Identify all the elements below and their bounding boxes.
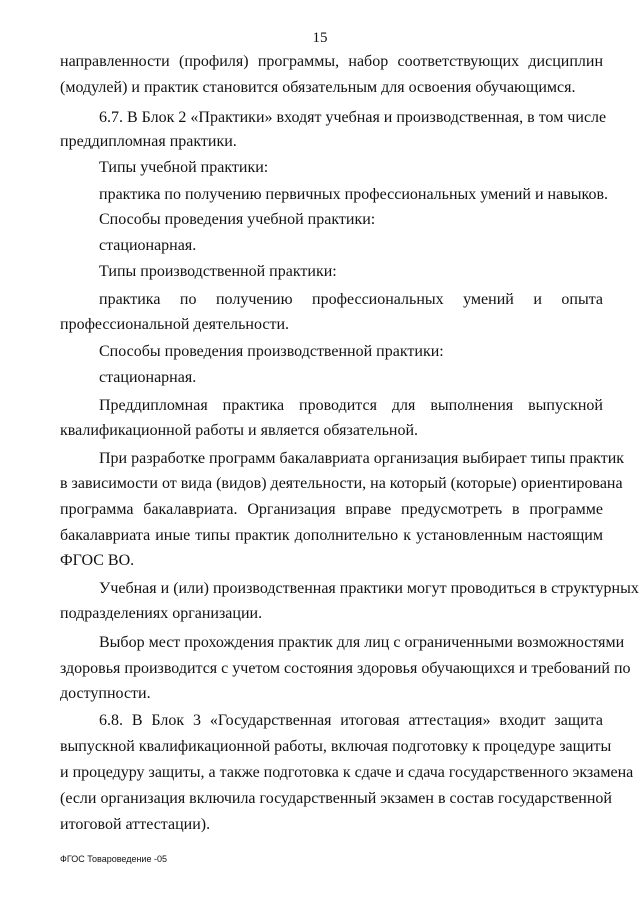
text-line: Способы проведения учебной практики: — [99, 211, 376, 228]
text-line: программа бакалавриата. Организация вправе предусмотреть в программе — [60, 501, 603, 518]
text-line: Типы производственной практики: — [99, 263, 337, 280]
text-line: 6.8. В Блок 3 «Государственная итоговая аттестация» входит защита — [99, 712, 603, 729]
text-line: ФГОС ВО. — [60, 552, 135, 569]
text-line: Способы проведения производственной практики: — [99, 343, 444, 360]
text-line: Выбор мест прохождения практик для лиц с ограниченными возможностями — [99, 634, 625, 651]
text-line: (модулей) и практик становится обязательным для освоения обучающимся. — [60, 79, 576, 96]
text-line: квалификационной работы и является обязательной. — [60, 422, 419, 439]
text-line: преддипломная практики. — [60, 133, 237, 150]
text-line: подразделениях организации. — [60, 605, 263, 622]
text-line: практика по получению профессиональных умений и опыта — [99, 291, 603, 308]
text-line: 6.7. В Блок 2 «Практики» входят учебная и производственная, в том числе — [99, 109, 607, 126]
text-line: (если организация включила государственный экзамен в состав государственной — [60, 790, 612, 807]
text-line: профессиональной деятельности. — [60, 316, 289, 333]
text-line: и процедуру защиты, а также подготовка к сдаче и сдача государственного экзамена — [60, 764, 634, 781]
text-line: Преддипломная практика проводится для выполнения выпускной — [99, 397, 603, 414]
text-line: итоговой аттестации). — [60, 816, 211, 833]
text-line: бакалавриата иные типы практик дополнительно к установленным настоящим — [60, 527, 603, 544]
text-line: выпускной квалификационной работы, включая подготовку к процедуре защиты — [60, 738, 612, 755]
text-line: Учебная и (или) производственная практики могут проводиться в структурных — [99, 580, 639, 597]
text-line: стационарная. — [99, 369, 197, 386]
text-line: здоровья производится с учетом состояния здоровья обучающихся и требований по — [60, 660, 631, 677]
text-line: Типы учебной практики: — [99, 159, 269, 176]
page-number: 15 — [312, 30, 328, 46]
footer-text: ФГОС Товароведение -05 — [60, 854, 167, 864]
text-line: направленности (профиля) программы, набор соответствующих дисциплин — [60, 53, 603, 70]
text-line: в зависимости от вида (видов) деятельности, на который (которые) ориентирована — [60, 475, 623, 492]
text-line: доступности. — [60, 685, 151, 702]
text-line: При разработке программ бакалавриата организация выбирает типы практик — [99, 450, 625, 467]
text-line: стационарная. — [99, 237, 197, 254]
text-line: практика по получению первичных профессиональных умений и навыков. — [99, 186, 609, 203]
